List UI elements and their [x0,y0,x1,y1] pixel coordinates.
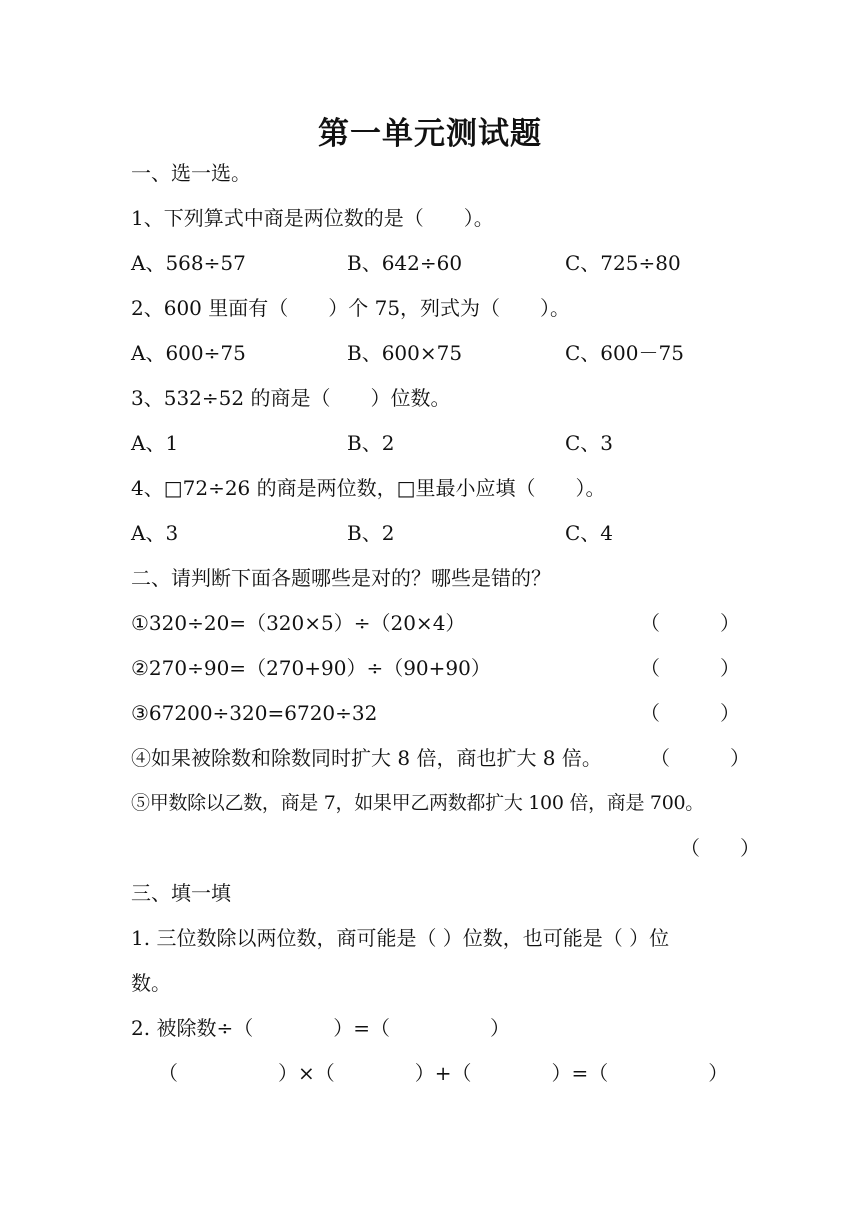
answer-parentheses: （ ） [680,836,760,860]
option-b: B、2 [347,521,395,545]
answer-parentheses: （ ） [640,656,740,680]
option-c: C、600－75 [565,341,684,365]
fill-question-2: 2. 被除数÷（ ）=（ ） [131,1016,510,1040]
option-c: C、3 [565,431,614,455]
answer-parentheses: （ ） [640,701,740,725]
option-c: C、4 [565,521,614,545]
question-4: 4、□72÷26 的商是两位数，□里最小应填（ ）。 [131,476,606,500]
option-a: A、3 [131,521,179,545]
answer-parentheses: （ ） [650,746,750,770]
section-heading-choice: 一、选一选。 [131,161,251,185]
fill-question-1-cont: 数。 [131,971,171,995]
question-3: 3、532÷52 的商是（ ）位数。 [131,386,451,410]
option-c: C、725÷80 [565,251,681,275]
judge-item-1: ①320÷20=（320×5）÷（20×4） [131,611,466,635]
section-heading-fill: 三、填一填 [131,881,231,905]
section-heading-judge: 二、请判断下面各题哪些是对的？哪些是错的？ [131,566,551,590]
option-b: B、600×75 [347,341,463,365]
judge-item-2: ②270÷90=（270+90）÷（90+90） [131,656,491,680]
option-b: B、642÷60 [347,251,463,275]
fill-question-1: 1. 三位数除以两位数，商可能是（ ）位数，也可能是（ ）位 [131,926,670,950]
page-title: 第一单元测试题 [318,116,542,152]
judge-item-4: ④如果被除数和除数同时扩大 8 倍，商也扩大 8 倍。 [131,746,602,770]
answer-parentheses: （ ） [640,611,740,635]
option-a: A、600÷75 [131,341,246,365]
question-1: 1、下列算式中商是两位数的是（ ）。 [131,206,494,230]
judge-item-3: ③67200÷320=6720÷32 [131,701,378,725]
fill-question-2-formula: （ ）×（ ）+（ ）=（ ） [158,1061,729,1085]
question-2: 2、600 里面有（ ）个 75，列式为（ ）。 [131,296,571,320]
option-a: A、568÷57 [131,251,246,275]
option-b: B、2 [347,431,395,455]
judge-item-5: ⑤甲数除以乙数，商是 7，如果甲乙两数都扩大 100 倍，商是 700。 [131,792,704,814]
option-a: A、1 [131,431,179,455]
